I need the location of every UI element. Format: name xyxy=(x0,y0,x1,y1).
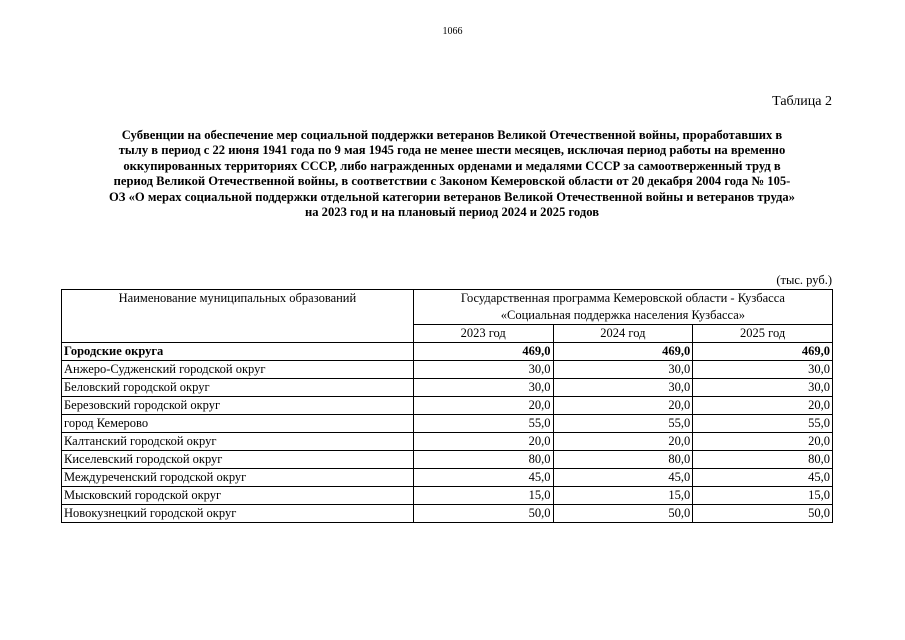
value-2023: 45,0 xyxy=(413,469,553,487)
value-2024: 469,0 xyxy=(553,343,693,361)
value-2025: 20,0 xyxy=(693,397,833,415)
title-line: Субвенции на обеспечение мер социальной поддержки ветеранов Великой Отечественной войны, проработавших в xyxy=(121,128,783,142)
value-2025: 55,0 xyxy=(693,415,833,433)
value-2025: 50,0 xyxy=(693,505,833,523)
value-2025: 469,0 xyxy=(693,343,833,361)
table-row xyxy=(62,487,833,505)
value-2025: 80,0 xyxy=(693,451,833,469)
program-column-header xyxy=(413,290,832,325)
title-line: тылу в период с 22 июня 1941 года по 9 мая 1945 года не менее шести месяцев, исключая период работы на временно xyxy=(118,143,786,158)
program-header-line: «Социальная поддержка населения Кузбасса» xyxy=(500,308,746,322)
table-row xyxy=(62,397,833,415)
year-header-2025: 2025 год xyxy=(693,325,833,343)
value-2024: 30,0 xyxy=(553,361,693,379)
value-2024: 20,0 xyxy=(553,433,693,451)
year-header-2024: 2024 год xyxy=(553,325,693,343)
table-label: Таблица 2 xyxy=(772,94,832,109)
value-2023: 30,0 xyxy=(413,361,553,379)
table-row xyxy=(62,361,833,379)
row-name: город Кемерово xyxy=(62,415,414,433)
year-header-2023: 2023 год xyxy=(413,325,553,343)
title-line: ОЗ «О мерах социальной поддержки отдельной категории ветеранов Великой Отечественной войны и ветеранов труда» xyxy=(109,189,795,204)
title-line: оккупированных территориях СССР, либо награжденных орденами и медалями СССР за самоотверженный труд в xyxy=(123,158,781,173)
program-header-line: Государственная программа Кемеровской области - Кузбасса xyxy=(460,291,785,305)
subventions-table xyxy=(61,289,833,523)
table-row xyxy=(62,433,833,451)
row-name: Междуреченский городской округ xyxy=(62,469,414,487)
table-row xyxy=(62,451,833,469)
title-line: период Великой Отечественной войны, в соответствии с Законом Кемеровской области от 20 декабря 2004 года № 105- xyxy=(113,174,791,189)
value-2025: 30,0 xyxy=(693,361,833,379)
page-number: 1066 xyxy=(442,26,463,37)
table-row xyxy=(62,469,833,487)
row-name: Мысковский городской округ xyxy=(62,487,414,505)
row-name: Беловский городской округ xyxy=(62,379,414,397)
unit-note: (тыс. руб.) xyxy=(776,273,832,287)
table-row xyxy=(62,505,833,523)
table-row xyxy=(62,415,833,433)
value-2025: 30,0 xyxy=(693,379,833,397)
value-2023: 55,0 xyxy=(413,415,553,433)
value-2024: 55,0 xyxy=(553,415,693,433)
value-2023: 50,0 xyxy=(413,505,553,523)
table-header-row xyxy=(62,290,833,325)
document-title xyxy=(62,128,842,220)
value-2025: 45,0 xyxy=(693,469,833,487)
value-2025: 20,0 xyxy=(693,433,833,451)
table-row xyxy=(62,379,833,397)
name-column-header: Наименование муниципальных образований xyxy=(62,290,414,343)
value-2024: 80,0 xyxy=(553,451,693,469)
value-2023: 30,0 xyxy=(413,379,553,397)
value-2025: 15,0 xyxy=(693,487,833,505)
row-name: Анжеро-Судженский городской округ xyxy=(62,361,414,379)
row-name: Киселевский городской округ xyxy=(62,451,414,469)
value-2023: 80,0 xyxy=(413,451,553,469)
value-2024: 15,0 xyxy=(553,487,693,505)
row-name: Калтанский городской округ xyxy=(62,433,414,451)
title-line: на 2023 год и на плановый период 2024 и 2025 годов xyxy=(304,205,600,220)
value-2024: 30,0 xyxy=(553,379,693,397)
row-name: Березовский городской округ xyxy=(62,397,414,415)
value-2023: 469,0 xyxy=(413,343,553,361)
value-2023: 15,0 xyxy=(413,487,553,505)
row-name: Городские округа xyxy=(62,343,414,361)
value-2023: 20,0 xyxy=(413,397,553,415)
value-2023: 20,0 xyxy=(413,433,553,451)
value-2024: 50,0 xyxy=(553,505,693,523)
value-2024: 45,0 xyxy=(553,469,693,487)
group-total-row xyxy=(62,343,833,361)
row-name: Новокузнецкий городской округ xyxy=(62,505,414,523)
value-2024: 20,0 xyxy=(553,397,693,415)
